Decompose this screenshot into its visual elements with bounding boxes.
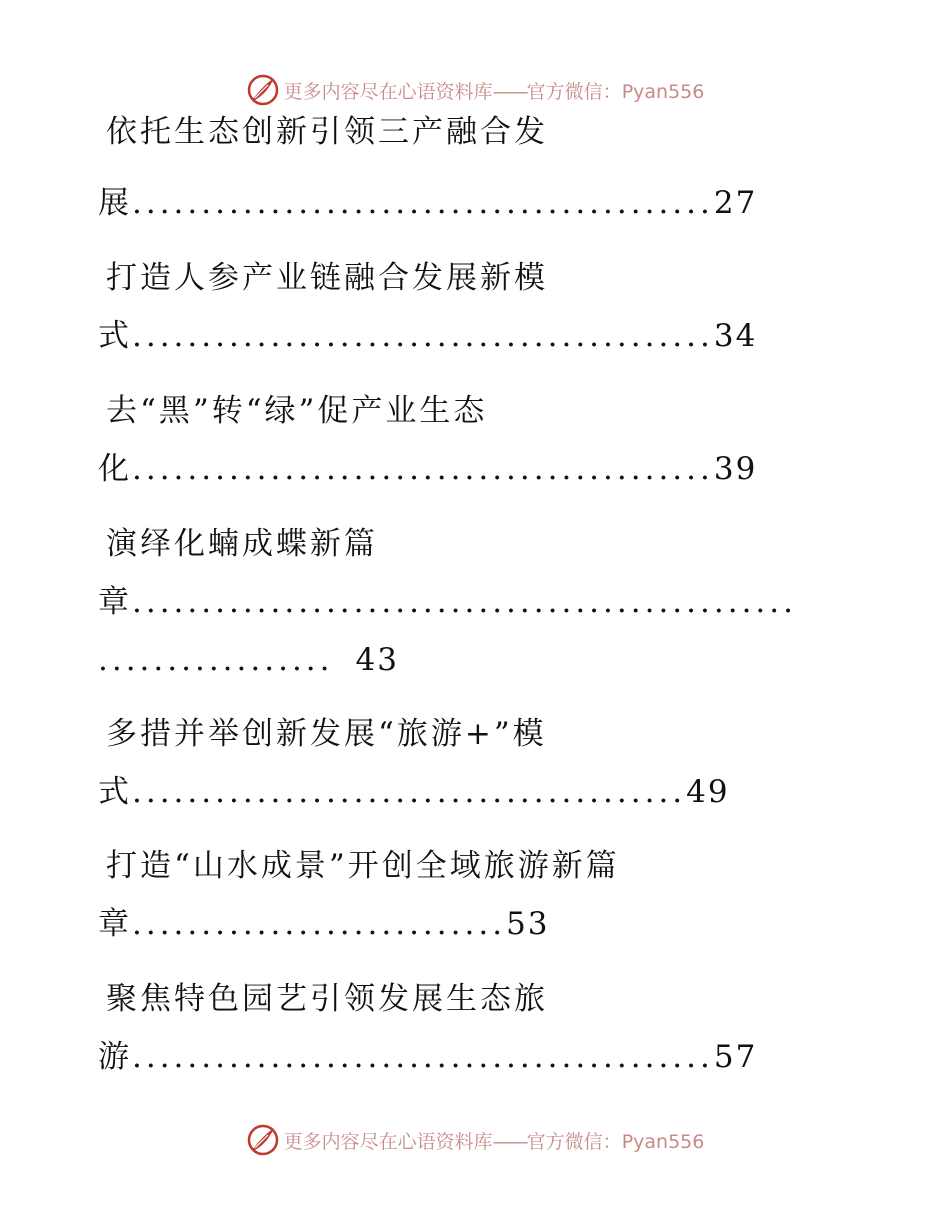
toc-entry-4-page: 43 (355, 642, 399, 678)
toc-entry-2-title: 打造人参产业链融合发展新模 (106, 260, 548, 296)
toc-entry-4-line (98, 582, 797, 622)
site-name: 更多内容尽在心语资料库 (283, 1130, 493, 1153)
toc-entry-3-tail: 化 (98, 451, 132, 487)
footer-banner (0, 1120, 950, 1160)
toc-entry-4-title: 演绎化蝻成蝶新篇 (106, 526, 378, 562)
toc-entry-3-line (98, 449, 757, 489)
toc-entry-2-leader: .......................................... (132, 318, 714, 354)
separator-dash: —— (492, 1130, 527, 1153)
toc-entry-4-line2 (98, 640, 399, 680)
quill-logo-icon (246, 1123, 280, 1157)
toc-entry-6-line (98, 904, 550, 944)
quill-logo-icon (246, 73, 280, 107)
toc-entry-5-line (98, 772, 730, 812)
wechat-id: Pyan556 (621, 80, 705, 103)
toc-entry-5-page: 49 (686, 774, 730, 810)
toc-entry-3-leader: .......................................... (132, 451, 714, 487)
toc-entry-6-leader: ........................... (132, 906, 507, 942)
toc-entry-7-leader: .......................................... (132, 1039, 714, 1075)
toc-entry-5-tail: 式 (98, 774, 132, 810)
header-banner (0, 70, 950, 110)
toc-entry-1-title: 依托生态创新引领三产融合发 (106, 114, 548, 150)
toc-entry-4-tail: 章 (98, 584, 132, 620)
toc-entry-4-leader2: ................. (98, 642, 334, 678)
toc-entry-1-page: 27 (713, 185, 758, 221)
wechat-id: Pyan556 (621, 1130, 705, 1153)
toc-entry-5-title: 多措并举创新发展“旅游+”模 (106, 716, 547, 752)
toc-entry-2-tail: 式 (98, 318, 132, 354)
toc-entry-3-title: 去“黑”转“绿”促产业生态 (106, 393, 488, 429)
toc-entry-5-leader: ........................................ (132, 774, 687, 810)
toc-entry-7-tail: 游 (98, 1039, 132, 1075)
toc-entry-7-title: 聚焦特色园艺引领发展生态旅 (106, 981, 548, 1017)
toc-entry-1-line (98, 183, 757, 223)
site-name: 更多内容尽在心语资料库 (283, 80, 493, 103)
toc-entry-3-page: 39 (713, 451, 758, 487)
footer-text (284, 1127, 705, 1154)
wechat-label: 官方微信： (526, 1130, 622, 1153)
toc-entry-6-tail: 章 (98, 906, 132, 942)
toc-entry-6-page: 53 (506, 906, 550, 942)
wechat-label: 官方微信： (526, 80, 622, 103)
toc-entry-6-title: 打造“山水成景”开创全域旅游新篇 (106, 848, 620, 884)
toc-entry-7-line (98, 1037, 757, 1077)
toc-entry-2-line (98, 316, 757, 356)
toc-entry-2-page: 34 (713, 318, 758, 354)
toc-entry-1-tail: 展 (98, 185, 132, 221)
toc-entry-7-page: 57 (713, 1039, 758, 1075)
separator-dash: —— (492, 80, 527, 103)
toc-entry-1-leader: .......................................... (132, 185, 714, 221)
header-text (284, 77, 705, 104)
toc-entry-4-leader: ................................................ (132, 584, 797, 620)
